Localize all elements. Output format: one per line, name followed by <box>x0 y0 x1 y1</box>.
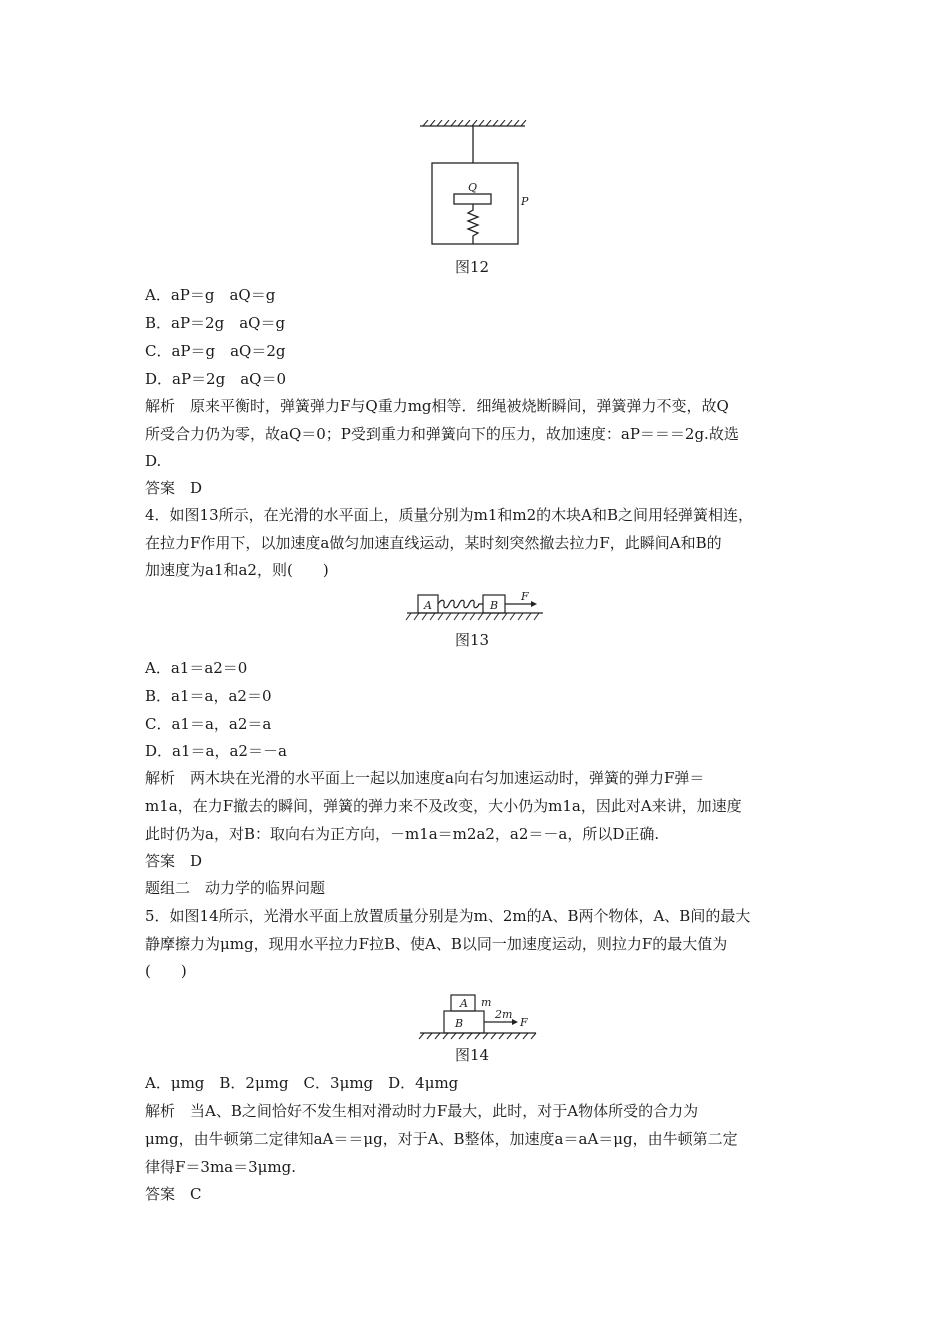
q3-option-c: C．aP＝g aQ＝2g <box>145 342 286 360</box>
q5-analysis-line-3: 律得F＝3ma＝3μmg. <box>145 1158 297 1176</box>
figure-14-diagram <box>418 990 538 1040</box>
q3-option-a: A．aP＝g aQ＝g <box>145 286 276 304</box>
q5-stem-line-3: ( ) <box>145 962 187 980</box>
q4-analysis-line-3: 此时仍为a，对B：取向右为正方向，－m1a＝m2a2，a2＝－a，所以D正确. <box>145 825 660 843</box>
q3-answer: 答案 D <box>145 479 203 497</box>
figure-14-label-m: m <box>481 996 492 1009</box>
q4-stem-line-3: 加速度为a1和a2，则( ) <box>145 561 329 579</box>
figure-13-label-f: F <box>521 590 529 603</box>
q4-option-b: B．a1＝a，a2＝0 <box>145 687 272 705</box>
group2-title: 题组二 动力学的临界问题 <box>145 879 326 897</box>
figure-13-caption: 图13 <box>455 631 490 649</box>
q4-analysis-line-2: m1a，在力F撤去的瞬间，弹簧的弹力来不及改变，大小仍为m1a，因此对A来讲，加速度 <box>145 797 742 815</box>
figure-14-label-f: F <box>520 1016 528 1029</box>
figure-12-label-q: Q <box>468 181 478 194</box>
figure-13-label-b: B <box>490 599 499 612</box>
q5-stem-line-1: 5．如图14所示，光滑水平面上放置质量分别是为m、2m的A、B两个物体，A、B间的最大 <box>145 907 751 925</box>
figure-12-caption: 图12 <box>455 258 490 276</box>
figure-13-diagram <box>405 590 545 624</box>
figure-14-label-2m: 2m <box>495 1008 513 1021</box>
q5-stem-line-2: 静摩擦力为μmg，现用水平拉力F拉B、使A、B以同一加速度运动，则拉力F的最大值为 <box>145 935 728 953</box>
q4-stem-line-1: 4．如图13所示，在光滑的水平面上，质量分别为m1和m2的木块A和B之间用轻弹簧相连， <box>145 506 754 524</box>
figure-14-label-b: B <box>455 1017 464 1030</box>
figure-12-label-p: P <box>521 195 529 208</box>
q4-option-d: D．a1＝a，a2＝－a <box>145 742 287 760</box>
q5-analysis-line-1: 解析 当A、B之间恰好不发生相对滑动时力F最大，此时，对于A物体所受的合力为 <box>145 1102 699 1120</box>
figure-14-label-a: A <box>460 997 468 1010</box>
q3-option-d: D．aP＝2g aQ＝0 <box>145 370 286 388</box>
q5-options: A．μmg B．2μmg C．3μmg D．4μmg <box>145 1074 459 1092</box>
figure-14-caption: 图14 <box>455 1046 490 1064</box>
q4-stem-line-2: 在拉力F作用下，以加速度a做匀加速直线运动，某时刻突然撤去拉力F，此瞬间A和B的 <box>145 534 722 552</box>
q3-analysis-line-3: D. <box>145 452 162 470</box>
figure-13-label-a: A <box>424 599 432 612</box>
q3-option-b: B．aP＝2g aQ＝g <box>145 314 286 332</box>
q5-answer: 答案 C <box>145 1185 202 1203</box>
q4-option-c: C．a1＝a，a2＝a <box>145 715 272 733</box>
q4-answer: 答案 D <box>145 852 203 870</box>
q3-analysis-line-1: 解析 原来平衡时，弹簧弹力F与Q重力mg相等．细绳被烧断瞬间，弹簧弹力不变，故Q <box>145 397 729 415</box>
q4-analysis-line-1: 解析 两木块在光滑的水平面上一起以加速度a向右匀加速运动时，弹簧的弹力F弹＝ <box>145 769 705 787</box>
figure-12-diagram <box>415 120 530 250</box>
q3-analysis-line-2: 所受合力仍为零，故aQ＝0；P受到重力和弹簧向下的压力，故加速度：aP＝＝＝2g.故选 <box>145 425 739 443</box>
q4-option-a: A．a1＝a2＝0 <box>145 659 248 677</box>
q5-analysis-line-2: μmg，由牛顿第二定律知aA＝＝μg，对于A、B整体，加速度a＝aA＝μg，由牛顿第二定 <box>145 1130 738 1148</box>
